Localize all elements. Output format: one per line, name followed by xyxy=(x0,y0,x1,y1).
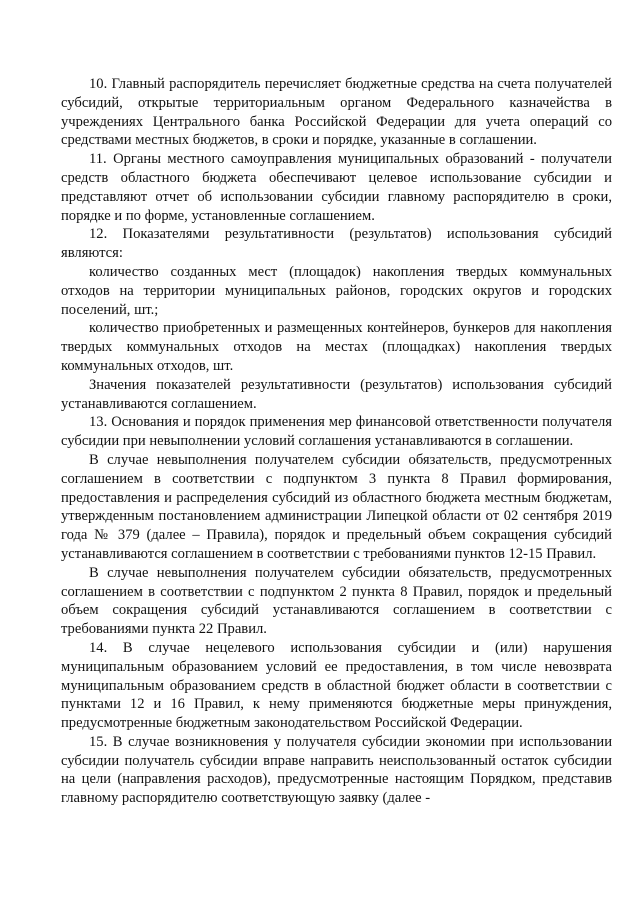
paragraph-item-11: 11. Органы местного самоуправления муниципальных образований - получатели средств областного бюджета обеспечивают целевое использование субсидии и представляют отчет об использовании субсидии главному распорядителю в сроки, порядке и по форме, установленные соглашением. xyxy=(61,151,612,224)
paragraph-indicator-containers: количество приобретенных и размещенных контейнеров, бункеров для накопления твердых коммунальных отходов на местах (площадках) накопления твердых коммунальных отходов, шт. xyxy=(61,320,612,374)
paragraph-item-14: 14. В случае нецелевого использования субсидии и (или) нарушения муниципальным образованием условий ее предоставления, в том числе невозврата муниципальным образованием средств в областной бюджет области в соответствии с пунктами 12 и 16 Правил, к нему применяются бюджетные меры принуждения, предусмотренные бюджетным законодательством Российской Федерации. xyxy=(61,639,612,732)
paragraph-item-12: 12. Показателями результативности (результатов) использования субсидий являются: xyxy=(61,226,612,262)
paragraph-item-15: 15. В случае возникновения у получателя субсидии экономии при использовании субсидии получатель субсидии вправе направить неиспользованный остаток субсидии на цели (направления расходов), предусмотренные настоящим Порядком, представив главному распорядителю соответствующую заявку (далее - xyxy=(61,733,612,807)
paragraph-nonfulfillment-subpoint-3: В случае невыполнения получателем субсидии обязательств, предусмотренных соглашением в соответствии с подпунктом 3 пункта 8 Правил формирования, предоставления и распределения субсидий из областного бюджета местным бюджетам, утвержденным постановлением администрации Липецкой области от 02 сентября 2019 года № 379 (далее – Правила), порядок и предельный объем сокращения субсидий устанавливаются соглашением в соответствии с требованиями пунктов 12-15 Правил. xyxy=(61,451,612,562)
paragraph-nonfulfillment-subpoint-2: В случае невыполнения получателем субсидии обязательств, предусмотренных соглашением в соответствии с подпунктом 2 пункта 8 Правил, порядок и предельный объем сокращения субсидий устанавливаются соглашением в соответствии с требованиями пункта 22 Правил. xyxy=(61,564,612,638)
paragraph-item-13: 13. Основания и порядок применения мер финансовой ответственности получателя субсидии при невыполнении условий соглашения устанавливаются в соглашении. xyxy=(61,414,612,450)
document-body xyxy=(61,75,612,808)
paragraph-indicator-places: количество созданных мест (площадок) накопления твердых коммунальных отходов на территории муниципальных районов, городских округов и городских поселений, шт.; xyxy=(61,263,612,318)
paragraph-item-10: 10. Главный распорядитель перечисляет бюджетные средства на счета получателей субсидий, открытые территориальным органом Федерального казначейства в учреждениях Центрального банка Российской Федерации для учета операций со средствами местных бюджетов, в сроки и порядке, указанные в соглашении. xyxy=(61,76,612,149)
paragraph-indicator-values: Значения показателей результативности (результатов) использования субсидий устанавливаются соглашением. xyxy=(61,376,612,412)
